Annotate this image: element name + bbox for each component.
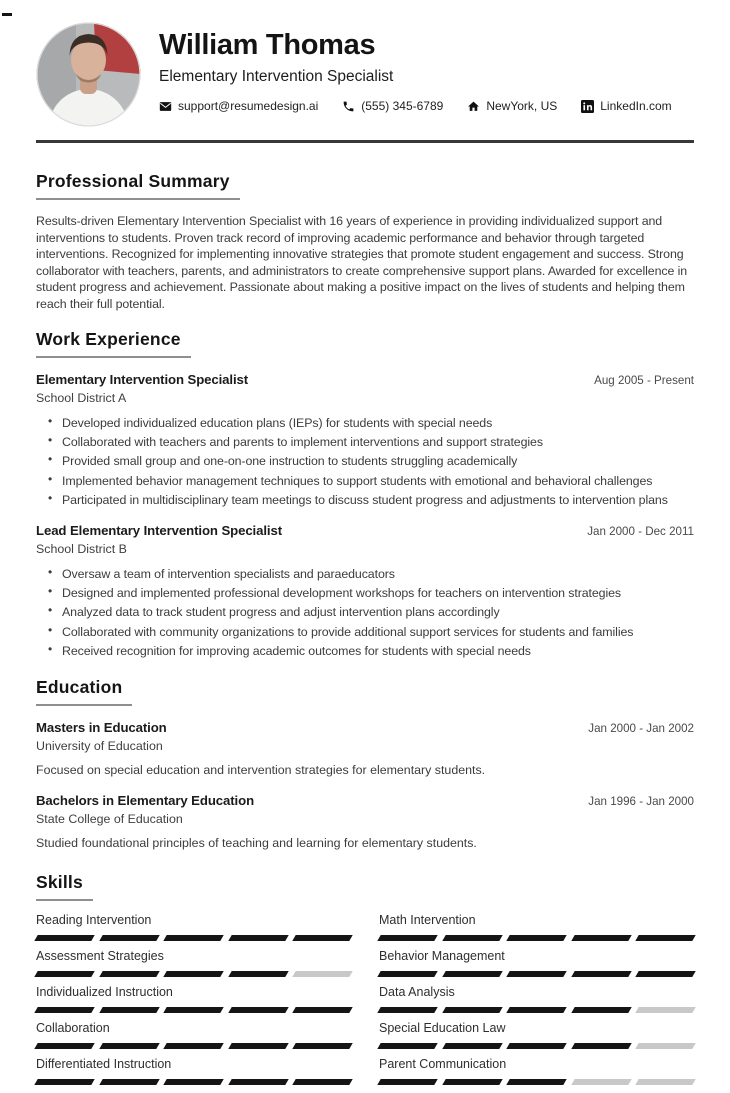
skill-bar-segment bbox=[163, 1079, 223, 1085]
skill-bar-segment bbox=[571, 1043, 631, 1049]
skill-level-bar bbox=[379, 1043, 694, 1049]
skill-bar-segment bbox=[636, 935, 696, 941]
degree-header-left bbox=[36, 793, 254, 826]
job-bullet: • Oversaw a team of intervention specialists and paraeducators bbox=[48, 566, 694, 582]
education-list bbox=[36, 720, 694, 851]
email-icon bbox=[159, 100, 172, 113]
skill-bar-segment bbox=[34, 971, 94, 977]
skill-bar-segment bbox=[636, 1043, 696, 1049]
degree-header bbox=[36, 720, 694, 753]
summary-text: Results-driven Elementary Intervention Specialist with 16 years of experience in providing individualized support and interventions to students. Proven track record of improving academic performance and behavior through targeted interventions. Recognized for implementing innovative strategies that promote student engagement and success. Strong collaborator with teachers, parents, and administrators to create comprehensive support plans. Awarded for excellence in student progress and achievement. Passionate about making a positive impact on the lives of students and helping them reach their full potential. bbox=[36, 214, 688, 312]
job-bullet: • Developed individualized education plans (IEPs) for students with special needs bbox=[48, 415, 694, 431]
candidate-title: Elementary Intervention Specialist bbox=[159, 68, 394, 86]
job-bullet-list bbox=[36, 566, 694, 660]
skill-bar-segment bbox=[163, 1043, 223, 1049]
skill-level-bar bbox=[379, 971, 694, 977]
skill-bar-segment bbox=[442, 935, 502, 941]
resume-header bbox=[36, 0, 694, 127]
job-header bbox=[36, 523, 694, 556]
skill-level-bar bbox=[36, 935, 351, 941]
degree-description: Studied foundational principles of teaching and learning for elementary students. bbox=[36, 836, 477, 851]
phone-icon bbox=[342, 100, 355, 113]
degree-school: University of Education bbox=[36, 739, 163, 754]
candidate-name: William Thomas bbox=[159, 29, 376, 61]
skill-bar-segment bbox=[571, 935, 631, 941]
skill-item bbox=[36, 949, 351, 985]
degree-title: Bachelors in Elementary Education bbox=[36, 793, 255, 809]
job-company: School District B bbox=[36, 541, 127, 556]
skill-bar-segment bbox=[571, 1079, 631, 1085]
skill-bar-segment bbox=[293, 971, 353, 977]
contact-location-text: NewYork, US bbox=[486, 99, 558, 114]
skill-level-bar bbox=[379, 1007, 694, 1013]
skill-bar-segment bbox=[99, 971, 159, 977]
section-professional-summary bbox=[36, 171, 694, 313]
skill-bar-segment bbox=[293, 935, 353, 941]
skill-bar-segment bbox=[34, 935, 94, 941]
skill-item bbox=[379, 985, 694, 1021]
skill-name: Special Education Law bbox=[379, 1020, 506, 1035]
job-header-left bbox=[36, 523, 282, 556]
skill-item bbox=[36, 985, 351, 1021]
job-title: Lead Elementary Intervention Specialist bbox=[36, 522, 283, 538]
job-bullet: • Analyzed data to track student progress and adjust intervention plans accordingly bbox=[48, 604, 694, 620]
skill-name: Assessment Strategies bbox=[36, 948, 164, 963]
skill-bar-segment bbox=[34, 1079, 94, 1085]
skill-bar-segment bbox=[506, 1079, 566, 1085]
skill-bar-segment bbox=[377, 971, 437, 977]
skill-level-bar bbox=[36, 971, 351, 977]
skill-bar-segment bbox=[99, 1007, 159, 1013]
job-dates: Jan 2000 - Dec 2011 bbox=[587, 524, 694, 538]
header-divider bbox=[36, 140, 694, 143]
skill-bar-segment bbox=[228, 1079, 288, 1085]
skill-bar-segment bbox=[377, 1007, 437, 1013]
contact-linkedin bbox=[581, 99, 671, 113]
skill-bar-segment bbox=[442, 971, 502, 977]
degree-dates: Jan 1996 - Jan 2000 bbox=[588, 795, 694, 809]
skill-bar-segment bbox=[636, 971, 696, 977]
job-title: Elementary Intervention Specialist bbox=[36, 371, 249, 387]
job-dates: Aug 2005 - Present bbox=[594, 373, 694, 387]
skill-item bbox=[379, 913, 694, 949]
skill-item bbox=[36, 913, 351, 949]
section-education bbox=[36, 677, 694, 851]
degree-header-left bbox=[36, 720, 167, 753]
skill-bar-segment bbox=[442, 1043, 502, 1049]
experience-entry bbox=[36, 372, 694, 509]
degree-description: Focused on special education and intervention strategies for elementary students. bbox=[36, 763, 486, 778]
skill-bar-segment bbox=[99, 1043, 159, 1049]
skill-level-bar bbox=[379, 1079, 694, 1085]
skill-name: Data Analysis bbox=[379, 984, 455, 999]
skill-bar-segment bbox=[163, 971, 223, 977]
contact-phone bbox=[342, 99, 443, 113]
skill-bar-segment bbox=[293, 1007, 353, 1013]
skill-level-bar bbox=[36, 1079, 351, 1085]
skill-bar-segment bbox=[571, 971, 631, 977]
skill-level-bar bbox=[379, 935, 694, 941]
skill-name: Collaboration bbox=[36, 1020, 110, 1035]
skill-name: Behavior Management bbox=[379, 948, 505, 963]
skill-name: Individualized Instruction bbox=[36, 984, 173, 999]
degree-school: State College of Education bbox=[36, 812, 183, 827]
job-bullet: • Provided small group and one-on-one instruction to students struggling academically bbox=[48, 453, 694, 469]
job-header-left bbox=[36, 372, 248, 405]
contact-row bbox=[159, 99, 672, 113]
job-bullet: • Designed and implemented professional development workshops for teachers on intervention strategies bbox=[48, 585, 694, 601]
section-work-experience bbox=[36, 329, 694, 660]
skill-level-bar bbox=[36, 1043, 351, 1049]
job-bullet: • Received recognition for improving academic outcomes for students with special needs bbox=[48, 643, 694, 659]
contact-phone-text: (555) 345-6789 bbox=[361, 99, 444, 114]
skills-heading: Skills bbox=[36, 872, 93, 901]
skill-bar-segment bbox=[228, 1043, 288, 1049]
skill-name: Reading Intervention bbox=[36, 912, 152, 927]
skill-bar-segment bbox=[377, 1079, 437, 1085]
skill-name: Differentiated Instruction bbox=[36, 1056, 172, 1071]
summary-heading: Professional Summary bbox=[36, 171, 240, 200]
education-heading: Education bbox=[36, 677, 132, 706]
experience-entry bbox=[36, 523, 694, 660]
skill-item bbox=[36, 1021, 351, 1057]
skill-bar-segment bbox=[34, 1043, 94, 1049]
skill-bar-segment bbox=[636, 1007, 696, 1013]
page-edge-mark bbox=[2, 13, 12, 16]
linkedin-icon bbox=[581, 100, 594, 113]
job-bullet: • Collaborated with community organizations to provide additional support services for students and families bbox=[48, 624, 694, 640]
skill-bar-segment bbox=[442, 1007, 502, 1013]
skills-list bbox=[36, 913, 694, 1093]
skill-bar-segment bbox=[506, 971, 566, 977]
skill-item bbox=[379, 949, 694, 985]
job-bullet: • Participated in multidisciplinary team meetings to discuss student progress and adjustments to intervention plans bbox=[48, 492, 694, 508]
skill-name: Parent Communication bbox=[379, 1056, 507, 1071]
skill-level-bar bbox=[36, 1007, 351, 1013]
experience-heading: Work Experience bbox=[36, 329, 191, 358]
skill-item bbox=[379, 1021, 694, 1057]
degree-header bbox=[36, 793, 694, 826]
home-icon bbox=[467, 100, 480, 113]
experience-list bbox=[36, 372, 694, 660]
education-entry bbox=[36, 720, 694, 779]
profile-photo bbox=[36, 22, 141, 127]
skill-bar-segment bbox=[506, 1043, 566, 1049]
contact-linkedin-text[interactable]: LinkedIn.com bbox=[600, 99, 672, 114]
job-header bbox=[36, 372, 694, 405]
contact-email bbox=[159, 99, 318, 113]
degree-title: Masters in Education bbox=[36, 720, 167, 736]
skill-bar-segment bbox=[99, 1079, 159, 1085]
job-bullet: • Collaborated with teachers and parents to implement interventions and support strategies bbox=[48, 434, 694, 450]
contact-location bbox=[467, 99, 557, 113]
job-bullet: • Implemented behavior management techniques to support students with emotional and behavioral challenges bbox=[48, 473, 694, 489]
skill-bar-segment bbox=[99, 935, 159, 941]
skill-bar-segment bbox=[506, 935, 566, 941]
skill-bar-segment bbox=[228, 1007, 288, 1013]
education-entry bbox=[36, 793, 694, 852]
job-bullet-list bbox=[36, 415, 694, 509]
header-text-block bbox=[159, 22, 672, 113]
skill-bar-segment bbox=[506, 1007, 566, 1013]
skill-item bbox=[36, 1057, 351, 1093]
skill-item bbox=[379, 1057, 694, 1093]
section-skills bbox=[36, 872, 694, 1093]
skill-bar-segment bbox=[377, 1043, 437, 1049]
skill-bar-segment bbox=[636, 1079, 696, 1085]
skill-bar-segment bbox=[163, 935, 223, 941]
skill-bar-segment bbox=[571, 1007, 631, 1013]
skill-bar-segment bbox=[228, 971, 288, 977]
skill-bar-segment bbox=[163, 1007, 223, 1013]
skill-bar-segment bbox=[293, 1043, 353, 1049]
degree-dates: Jan 2000 - Jan 2002 bbox=[588, 722, 694, 736]
skill-bar-segment bbox=[377, 935, 437, 941]
skill-bar-segment bbox=[293, 1079, 353, 1085]
contact-email-text[interactable]: support@resumedesign.ai bbox=[178, 99, 319, 114]
skill-bar-segment bbox=[442, 1079, 502, 1085]
job-company: School District A bbox=[36, 390, 127, 405]
skill-bar-segment bbox=[34, 1007, 94, 1013]
skill-bar-segment bbox=[228, 935, 288, 941]
skill-name: Math Intervention bbox=[379, 912, 476, 927]
